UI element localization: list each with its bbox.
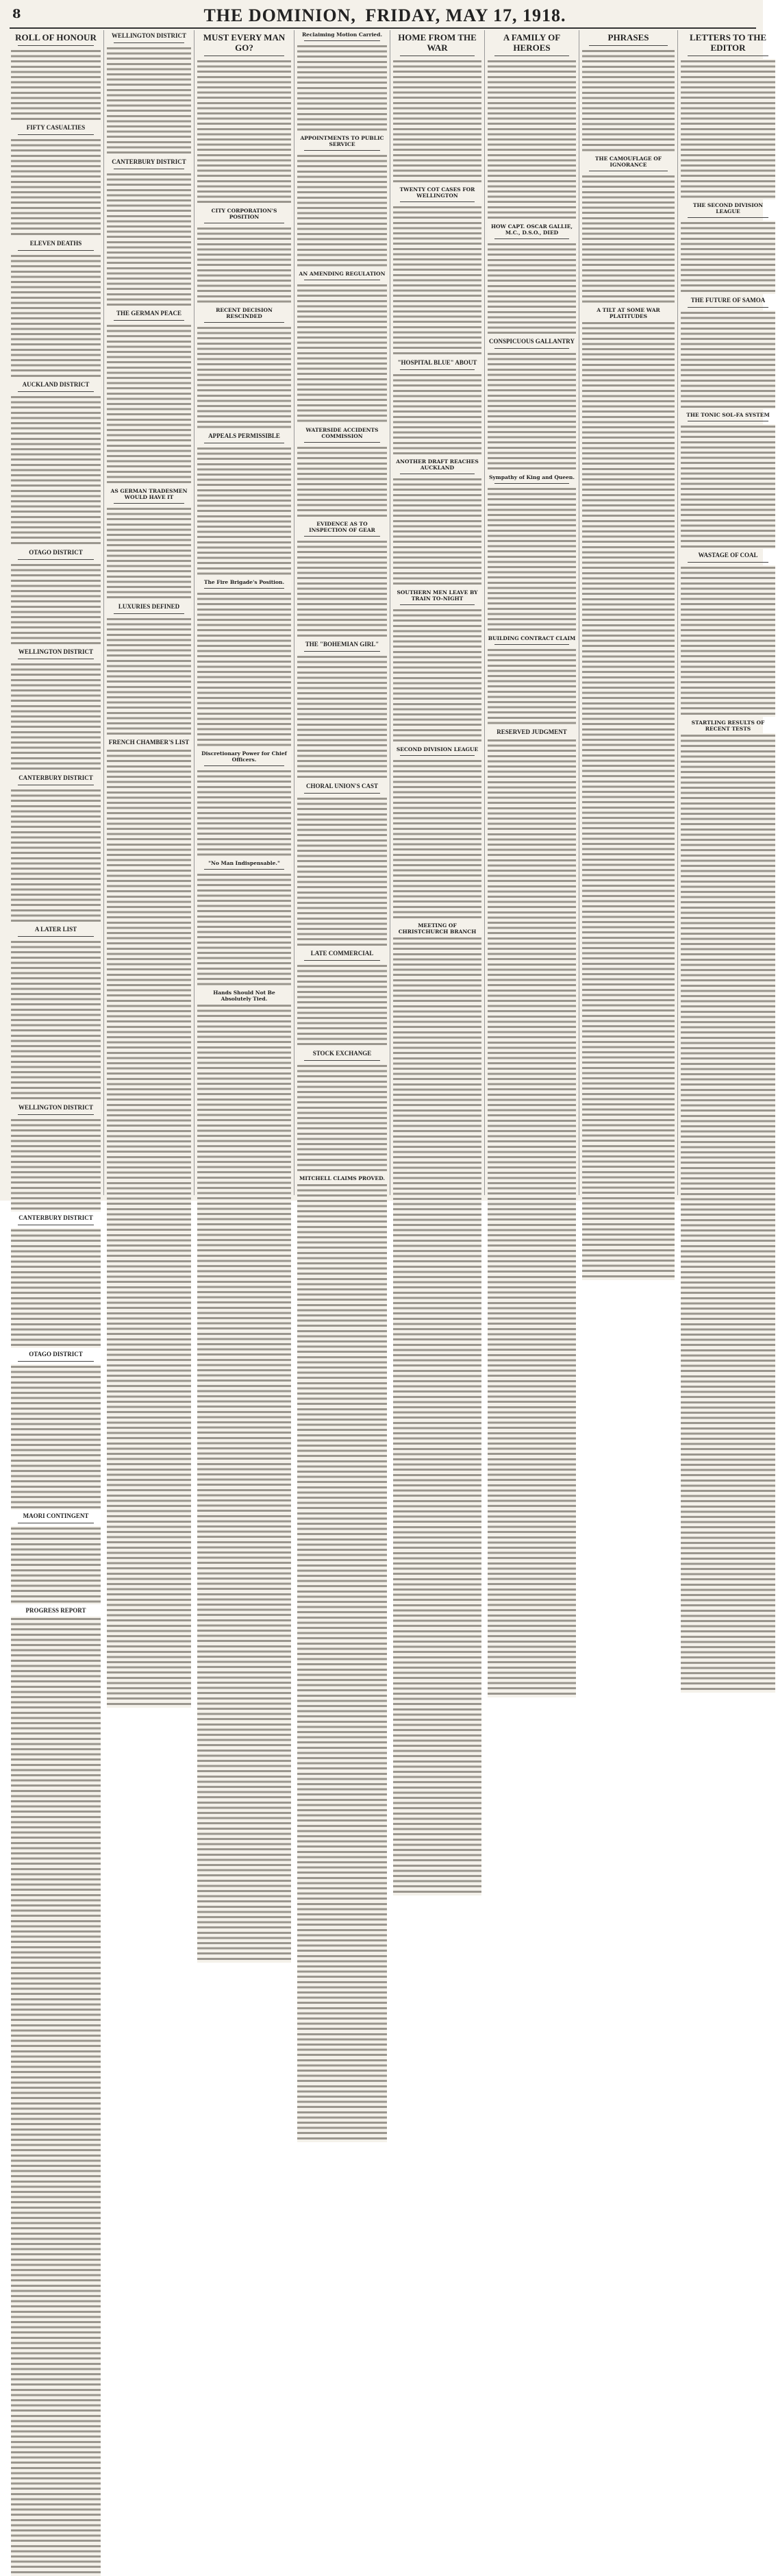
column-3-heading: APPEALS PERMISSIBLE: [208, 432, 280, 439]
heading-rule: [304, 40, 380, 41]
column-5-heading: SECOND DIVISION LEAGUE: [396, 746, 479, 752]
body-text-block: [681, 565, 775, 716]
body-text-block: [582, 174, 675, 304]
body-text-block: [197, 872, 291, 987]
body-text-block: [197, 326, 291, 430]
heading-rule: [204, 765, 284, 766]
column-7-heading: PHRASES: [607, 32, 649, 42]
column-7-heading: A TILT AT SOME WAR PLATITUDES: [597, 307, 660, 319]
column-1-heading: ELEVEN DEATHS: [29, 239, 82, 247]
heading-rule: [304, 442, 380, 443]
body-text-block: [681, 733, 775, 1693]
masthead-title: [10, 5, 756, 26]
body-text-block: [107, 46, 191, 156]
body-text-block: [11, 940, 101, 1101]
column-2-heading: CANTERBURY DISTRICT: [112, 158, 186, 165]
column-8-heading: THE SECOND DIVISION LEAGUE: [692, 202, 764, 215]
heading-rule: [18, 936, 94, 937]
body-text-block: [681, 59, 775, 199]
body-text-block: [11, 49, 101, 121]
body-text-block: [297, 1183, 387, 2142]
heading-rule: [204, 588, 284, 589]
body-text-block: [107, 323, 191, 485]
column-1-heading: FIFTY CASUALTIES: [26, 124, 86, 132]
body-text-block: [488, 242, 576, 336]
body-text-block: [297, 445, 387, 518]
heading-rule: [304, 960, 380, 961]
heading-rule: [18, 391, 94, 392]
heading-rule: [18, 1361, 94, 1362]
body-text-block: [488, 738, 576, 1697]
column-1-heading: OTAGO DISTRICT: [29, 548, 83, 556]
column-3: [194, 30, 294, 1195]
column-4: [294, 30, 390, 1195]
column-5-heading: HOME FROM THE WAR: [398, 32, 477, 53]
paper-date: FRIDAY, MAY 17, 1918.: [365, 5, 566, 25]
body-text-block: [11, 1118, 101, 1212]
body-text-block: [11, 254, 101, 378]
column-5-heading: SOUTHERN MEN LEAVE BY TRAIN TO-NIGHT: [397, 589, 478, 602]
body-text-block: [11, 563, 101, 646]
heading-rule: [494, 348, 569, 349]
body-text-block: [11, 138, 101, 236]
body-text-block: [488, 59, 576, 221]
body-text-block: [297, 1064, 387, 1173]
body-text-block: [393, 608, 481, 744]
heading-rule: [494, 483, 569, 484]
column-7-heading: THE CAMOUFLAGE OF IGNORANCE: [594, 156, 662, 168]
column-2: [104, 30, 194, 1195]
body-text-block: [11, 1526, 101, 1604]
body-text-block: [393, 936, 481, 1896]
body-text-block: [393, 759, 481, 920]
heading-rule: [204, 869, 284, 870]
body-text-block: [197, 591, 291, 748]
column-5-heading: TWENTY COT CASES FOR WELLINGTON: [399, 186, 475, 199]
body-text-block: [11, 788, 101, 924]
page-number: 8: [12, 7, 21, 21]
heading-rule: [204, 322, 284, 323]
heading-rule: [400, 369, 475, 370]
column-5-heading: "HOSPITAL BLUE" ABOUT: [397, 358, 477, 366]
column-2-heading: LUXURIES DEFINED: [118, 602, 180, 610]
column-8-heading: THE FUTURE OF SAMOA: [690, 296, 766, 304]
body-text-block: [297, 44, 387, 132]
column-3-heading: RECENT DECISION RESCINDED: [216, 306, 273, 319]
heading-rule: [494, 644, 569, 645]
column-8-heading: THE TONIC SOL-FA SYSTEM: [686, 411, 770, 418]
body-text-block: [107, 617, 191, 737]
body-text-block: [107, 748, 191, 1708]
heading-rule: [688, 307, 768, 308]
column-8-heading: LETTERS TO THE EDITOR: [689, 32, 766, 53]
column-5-heading: ANOTHER DRAFT REACHES AUCKLAND: [396, 458, 479, 471]
body-text-block: [11, 1617, 101, 2576]
body-text-block: [197, 226, 291, 304]
masthead: [10, 4, 756, 29]
column-6-heading: BUILDING CONTRACT CLAIM: [488, 635, 576, 641]
body-text-block: [681, 424, 775, 549]
body-text-block: [11, 1228, 101, 1348]
body-text-block: [582, 321, 675, 1280]
body-text-block: [297, 796, 387, 947]
column-6-heading: A FAMILY OF HEROES: [503, 32, 561, 53]
column-1: [8, 30, 104, 1615]
column-6-heading: Sympathy of King and Queen.: [489, 474, 575, 481]
column-3-heading: "No Man Indispensable.": [208, 859, 280, 866]
body-text-block: [197, 59, 291, 205]
column-1-heading: A LATER LIST: [34, 926, 77, 933]
body-text-block: [107, 172, 191, 308]
column-4-heading: MITCHELL CLAIMS PROVED.: [299, 1175, 385, 1182]
column-6-heading: RESERVED JUDGMENT: [497, 728, 567, 735]
body-text-block: [197, 446, 291, 576]
heading-rule: [114, 42, 184, 43]
heading-rule: [304, 651, 380, 652]
body-text-block: [297, 283, 387, 424]
column-4-heading: WATERSIDE ACCIDENTS COMMISSION: [305, 426, 379, 439]
column-2-heading: FRENCH CHAMBER'S LIST: [108, 739, 190, 746]
body-text-block: [297, 964, 387, 1047]
column-1-heading: ROLL OF HONOUR: [15, 32, 97, 42]
column-3-heading: Hands Should Not Be Absolutely Tied.: [213, 990, 275, 1003]
heading-rule: [400, 201, 475, 202]
column-6: [485, 30, 579, 1195]
body-text-block: [582, 49, 675, 153]
column-8: [678, 30, 778, 1195]
body-text-block: [488, 352, 576, 471]
column-4-heading: THE "BOHEMIAN GIRL": [305, 641, 379, 648]
column-4-heading: EVIDENCE AS TO INSPECTION OF GEAR: [309, 520, 375, 533]
column-4-heading: AN AMENDING REGULATION: [299, 271, 386, 278]
body-text-block: [681, 221, 775, 293]
column-2-heading: THE GERMAN PEACE: [116, 310, 181, 317]
body-text-block: [488, 487, 576, 633]
heading-rule: [589, 45, 668, 46]
column-1-heading: PROGRESS REPORT: [25, 1607, 86, 1615]
column-6-heading: CONSPICUOUS GALLANTRY: [489, 338, 575, 345]
paper-name: THE DOMINION,: [203, 5, 356, 25]
heading-rule: [18, 134, 94, 135]
body-text-block: [11, 1364, 101, 1510]
column-4-heading: CHORAL UNION'S CAST: [305, 782, 379, 789]
heading-rule: [18, 250, 94, 251]
column-2-heading: AS GERMAN TRADESMEN WOULD HAVE IT: [110, 487, 188, 500]
column-1-heading: WELLINGTON DISTRICT: [18, 1103, 94, 1111]
body-text-block: [11, 662, 101, 772]
heading-rule: [400, 755, 475, 756]
column-5: [390, 30, 485, 1195]
column-8-heading: STARTLING RESULTS OF RECENT TESTS: [691, 719, 765, 732]
column-1-heading: CANTERBURY DISTRICT: [18, 1214, 93, 1221]
heading-rule: [688, 217, 768, 218]
body-text-block: [197, 769, 291, 857]
body-text-block: [393, 59, 481, 184]
body-text-block: [297, 654, 387, 779]
column-3-heading: MUST EVERY MAN GO?: [203, 32, 286, 53]
column-2-heading: WELLINGTON DISTRICT: [111, 32, 187, 39]
heading-rule: [304, 150, 380, 151]
column-5-heading: MEETING OF CHRISTCHURCH BRANCH: [398, 922, 477, 935]
heading-rule: [494, 238, 569, 239]
column-1-heading: CANTERBURY DISTRICT: [18, 774, 93, 781]
column-1-heading: MAORI CONTINGENT: [23, 1512, 89, 1520]
column-3-heading: Discretionary Power for Chief Officers.: [201, 750, 287, 763]
column-4-heading: APPOINTMENTS TO PUBLIC SERVICE: [300, 135, 384, 148]
column-1-heading: AUCKLAND DISTRICT: [22, 381, 90, 389]
column-3-heading: CITY CORPORATION'S POSITION: [211, 207, 277, 220]
column-7: [579, 30, 678, 1195]
body-text-block: [297, 154, 387, 268]
body-text-block: [11, 395, 101, 545]
column-6-heading: HOW CAPT. OSCAR GALLIE, M.C., D.S.O., DIED: [490, 223, 573, 236]
heading-rule: [400, 604, 475, 605]
body-text-block: [197, 1003, 291, 1963]
heading-rule: [688, 562, 768, 563]
column-1-heading: OTAGO DISTRICT: [29, 1350, 83, 1358]
body-text-block: [393, 205, 481, 356]
body-text-block: [107, 506, 191, 600]
column-8-heading: WASTAGE OF COAL: [698, 552, 758, 559]
heading-rule: [114, 320, 184, 321]
column-1-heading: WELLINGTON DISTRICT: [18, 648, 94, 656]
column-4-heading: LATE COMMERCIAL: [310, 950, 374, 957]
body-text-block: [488, 648, 576, 726]
heading-rule: [18, 559, 94, 560]
body-text-block: [297, 539, 387, 638]
column-4-heading: Reclaiming Motion Carried.: [301, 32, 383, 38]
body-text-block: [393, 477, 481, 587]
heading-rule: [304, 536, 380, 537]
heading-rule: [114, 503, 184, 504]
column-3-heading: The Fire Brigade's Position.: [203, 578, 285, 585]
heading-rule: [18, 45, 94, 46]
column-4-heading: STOCK EXCHANGE: [312, 1049, 372, 1057]
heading-rule: [304, 793, 380, 794]
heading-rule: [114, 613, 184, 614]
heading-rule: [18, 1114, 94, 1115]
heading-rule: [304, 1060, 380, 1061]
body-text-block: [681, 310, 775, 409]
body-text-block: [393, 373, 481, 456]
